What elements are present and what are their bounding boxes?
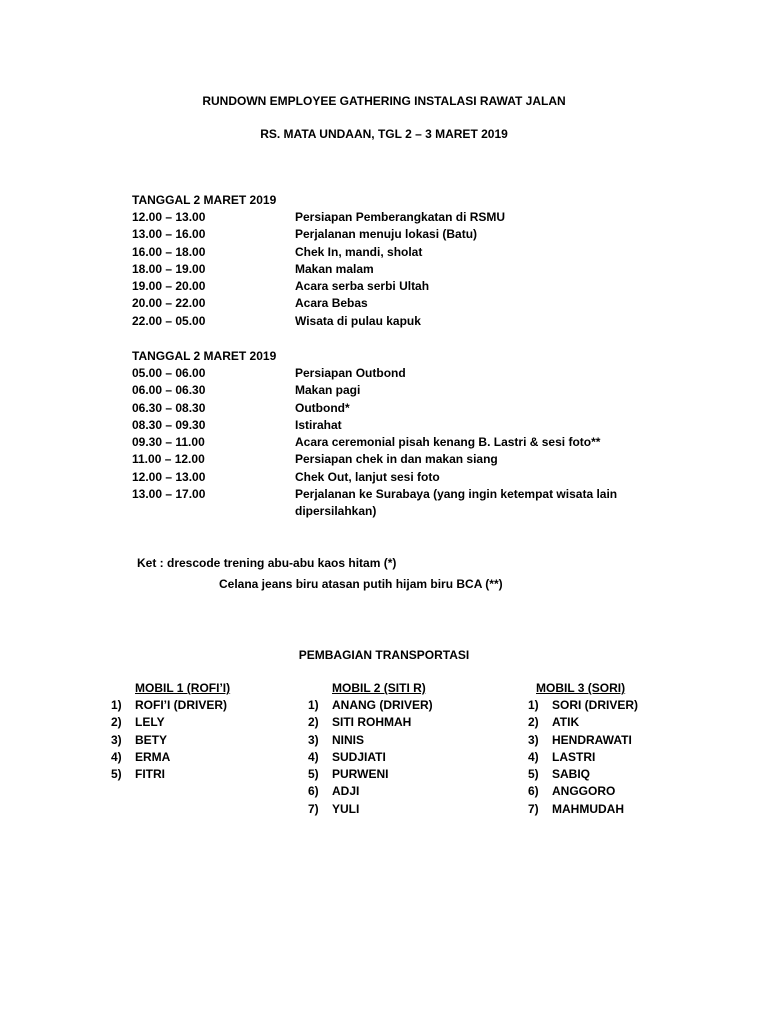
schedule-activity: Outbond*: [295, 400, 350, 415]
schedule-time: 06.00 – 06.30: [132, 383, 206, 398]
list-item: [308, 801, 426, 818]
list-number: 1): [308, 698, 319, 712]
passenger-name: PURWENI: [332, 767, 389, 782]
list-number: 2): [308, 715, 319, 730]
day-heading: TANGGAL 2 MARET 2019: [132, 349, 277, 363]
car-3-list: [528, 680, 639, 818]
list-number: 4): [308, 749, 319, 764]
passenger-name: FITRI: [135, 767, 165, 782]
passenger-name: ADJI: [332, 784, 360, 799]
schedule-row: [132, 278, 430, 295]
car-2-list: [308, 680, 433, 818]
list-item: [528, 766, 625, 783]
list-item: [308, 714, 426, 731]
schedule-activity: Persiapan chek in dan makan siang: [295, 452, 498, 467]
list-item: [111, 697, 230, 714]
passenger-name: LELY: [135, 715, 165, 730]
list-item: [111, 766, 230, 783]
list-number: 3): [111, 732, 122, 747]
schedule-activity: Acara ceremonial pisah kenang B. Lastri & sesi foto**: [295, 435, 601, 450]
list-item: [308, 697, 433, 714]
list-number: 1): [111, 698, 122, 712]
list-number: 7): [308, 801, 319, 816]
schedule-row: [132, 451, 498, 468]
passenger-name: ERMA: [135, 749, 171, 764]
schedule-activity: Istirahat: [295, 417, 342, 432]
schedule-time: 11.00 – 12.00: [132, 452, 205, 467]
schedule-time: 18.00 – 19.00: [132, 261, 206, 276]
passenger-name: ANANG (DRIVER): [332, 698, 433, 712]
list-number: 4): [528, 749, 539, 764]
schedule-time: 13.00 – 16.00: [132, 227, 206, 242]
schedule-time: 16.00 – 18.00: [132, 244, 206, 259]
schedule-activity: Makan pagi: [295, 383, 361, 398]
schedule-row: [132, 244, 423, 261]
list-item: [308, 783, 426, 800]
schedule-row: [132, 313, 421, 330]
schedule-row: [132, 295, 368, 312]
day-heading: TANGGAL 2 MARET 2019: [132, 193, 277, 207]
list-item: [308, 732, 426, 749]
passenger-name: YULI: [332, 801, 360, 816]
passenger-name: SABIQ: [552, 767, 591, 782]
list-item: [528, 697, 639, 714]
list-item: [111, 749, 230, 766]
schedule-row: [132, 417, 342, 434]
day-1-section: [132, 192, 506, 330]
list-number: 4): [111, 749, 122, 764]
schedule-time: 19.00 – 20.00: [132, 279, 206, 294]
schedule-row: [132, 434, 601, 451]
passenger-name: MAHMUDAH: [552, 801, 624, 816]
dresscode-note: Ket : drescode trening abu-abu kaos hitam (*): [137, 556, 397, 570]
list-item: [528, 732, 632, 749]
transport-heading: PEMBAGIAN TRANSPORTASI: [298, 648, 470, 662]
list-item: [308, 766, 426, 783]
passenger-name: SORI (DRIVER): [552, 698, 639, 712]
schedule-time: 06.30 – 08.30: [132, 400, 206, 415]
dresscode-note-continued: Celana jeans biru atasan putih hijam biru BCA (**): [219, 577, 503, 591]
schedule-time: 12.00 – 13.00: [132, 210, 206, 224]
list-item: [528, 714, 625, 731]
list-item: [308, 749, 426, 766]
schedule-row: [132, 209, 506, 226]
document-title: RUNDOWN EMPLOYEE GATHERING INSTALASI RAWAT JALAN: [202, 94, 566, 108]
schedule-row: [132, 261, 374, 278]
schedule-time: 05.00 – 06.00: [132, 366, 206, 380]
list-number: 6): [528, 784, 539, 799]
schedule-time: 09.30 – 11.00: [132, 435, 205, 450]
passenger-name: LASTRI: [552, 749, 596, 764]
schedule-activity: Perjalanan ke Surabaya (yang ingin ketempat wisata lain dipersilahkan): [295, 487, 618, 519]
car-title: MOBIL 3 (SORI): [536, 681, 626, 695]
car-title: MOBIL 2 (SITI R): [332, 681, 426, 695]
schedule-activity: Persiapan Outbond: [295, 366, 406, 380]
schedule-activity: Perjalanan menuju lokasi (Batu): [295, 227, 478, 242]
passenger-name: NINIS: [332, 732, 365, 747]
list-number: 5): [528, 767, 539, 782]
passenger-name: ROFI’I (DRIVER): [135, 698, 227, 712]
schedule-row: [132, 400, 350, 417]
list-number: 5): [111, 767, 122, 782]
passenger-name: BETY: [135, 732, 168, 747]
document-subtitle: RS. MATA UNDAAN, TGL 2 – 3 MARET 2019: [260, 127, 508, 141]
list-number: 2): [111, 715, 122, 730]
passenger-name: ANGGORO: [552, 784, 616, 799]
schedule-activity: Chek In, mandi, sholat: [295, 244, 423, 259]
schedule-activity: Acara serba serbi Ultah: [295, 279, 430, 294]
schedule-time: 08.30 – 09.30: [132, 417, 206, 432]
schedule-time: 12.00 – 13.00: [132, 469, 206, 484]
schedule-time: 20.00 – 22.00: [132, 296, 206, 311]
list-item: [111, 732, 230, 749]
list-item: [528, 801, 625, 818]
schedule-row: [132, 365, 406, 382]
schedule-row: [132, 486, 618, 520]
list-number: 1): [528, 698, 539, 712]
list-item: [528, 783, 625, 800]
day-2-section: [132, 348, 618, 520]
schedule-activity: Acara Bebas: [295, 296, 368, 311]
list-number: 5): [308, 767, 319, 782]
schedule-activity: Makan malam: [295, 261, 374, 276]
schedule-time: 22.00 – 05.00: [132, 313, 206, 328]
list-number: 3): [308, 732, 319, 747]
list-item: [528, 749, 625, 766]
list-number: 6): [308, 784, 319, 799]
passenger-name: ATIK: [552, 715, 580, 730]
list-item: [111, 714, 230, 731]
passenger-name: HENDRAWATI: [552, 732, 632, 747]
passenger-name: SUDJIATI: [332, 749, 386, 764]
schedule-row: [132, 226, 478, 243]
list-number: 7): [528, 801, 539, 816]
passenger-name: SITI ROHMAH: [332, 715, 412, 730]
schedule-activity: Persiapan Pemberangkatan di RSMU: [295, 210, 506, 224]
schedule-row: [132, 469, 440, 486]
car-1-list: [111, 680, 230, 783]
schedule-row: [132, 382, 361, 399]
list-number: 3): [528, 732, 539, 747]
schedule-activity: Wisata di pulau kapuk: [295, 313, 421, 328]
list-number: 2): [528, 715, 539, 730]
schedule-activity: Chek Out, lanjut sesi foto: [295, 469, 440, 484]
car-title: MOBIL 1 (ROFI’I): [135, 681, 231, 695]
schedule-time: 13.00 – 17.00: [132, 487, 206, 502]
